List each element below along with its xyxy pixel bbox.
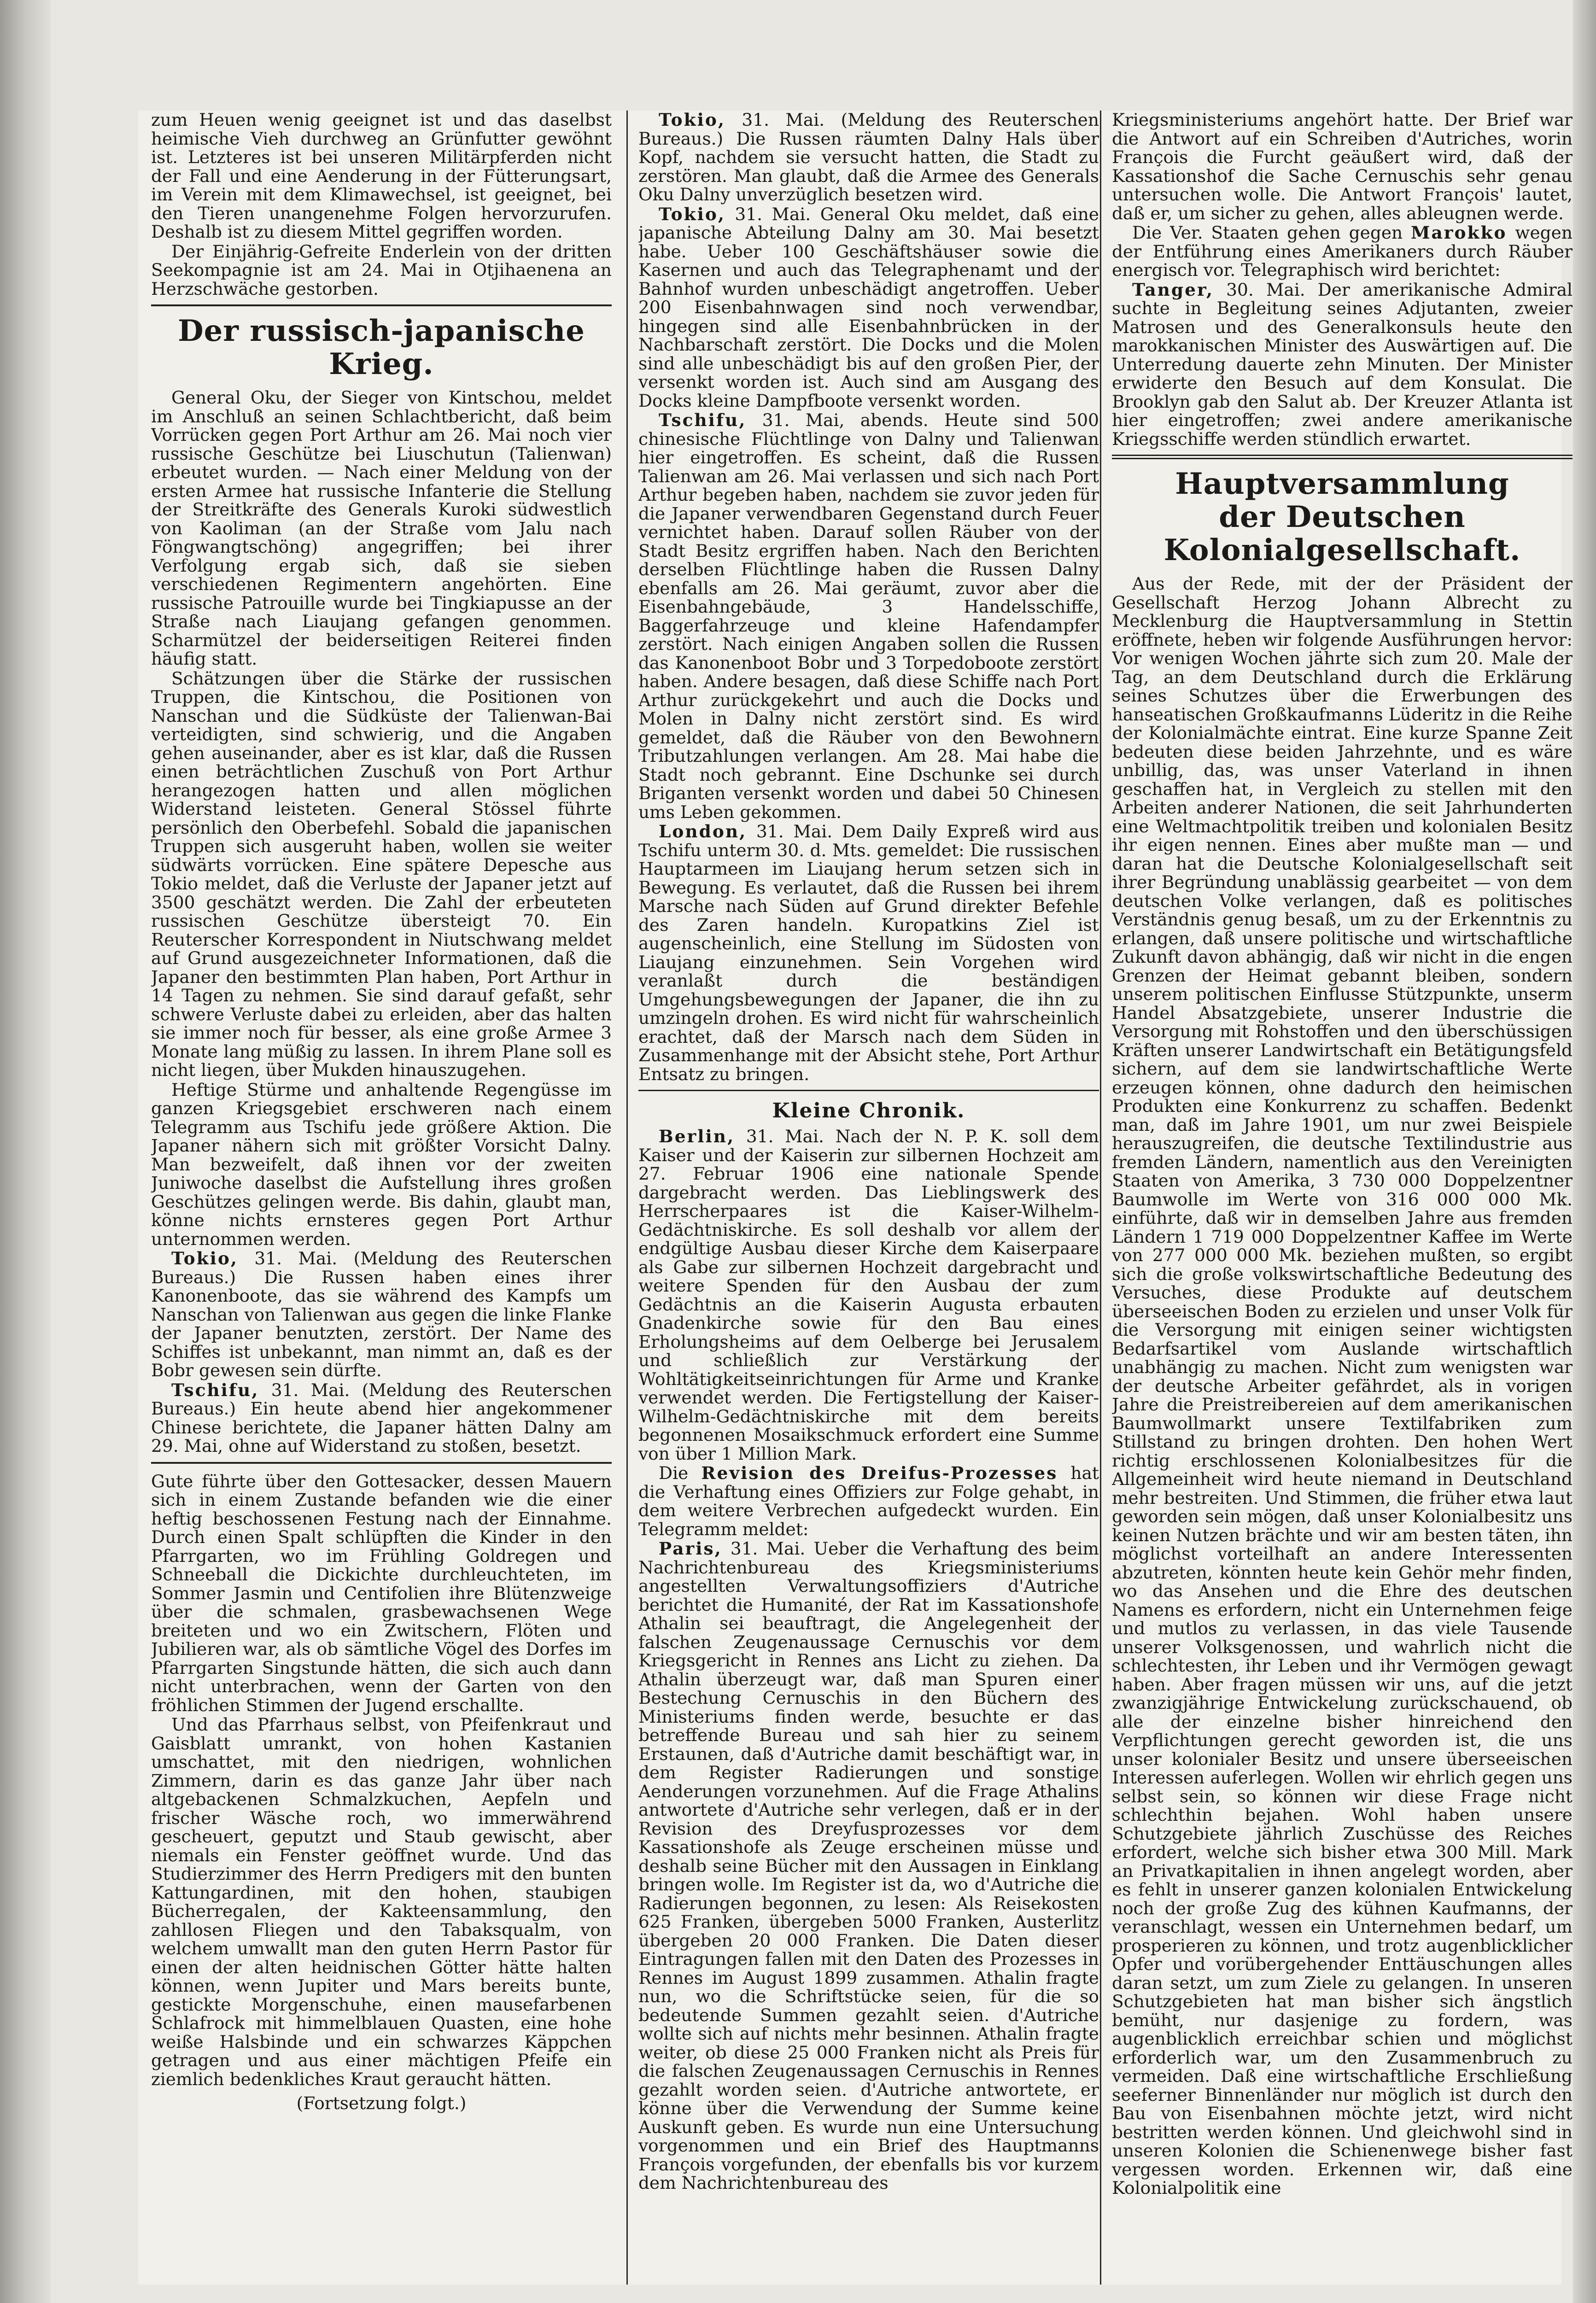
report-text: Die Ver. Staaten gehen gegen <box>1132 222 1411 243</box>
paris-item <box>638 1539 1099 2192</box>
war-item <box>638 822 1099 1083</box>
section-rule <box>151 304 612 306</box>
marokko-heading: Marokko <box>1410 222 1507 243</box>
dateline: Paris, <box>659 1538 722 1559</box>
war-item <box>638 205 1099 410</box>
column-divider <box>1100 111 1101 2285</box>
report-text: 31. Mai. Dem Daily Expreß wird aus Tschifu unterm 30. d. Mts. gemeldet: Die russischen Hauptarmeen im Liaujang herum setzen sich in Bewegung. Es verlautet, daß die Russen bei ihrem Marsche nach Süden auf Grund direkter Befehle des Zaren handeln. Kuropatkins Ziel ist augenscheinlich, eine Stellung im Südosten von Liaujang einzunehmen. Sein Vorgehen wird veranlaßt durch die beständigen Umgehungsbewegungen der Japaner, die ihn zu umzingeln drohen. Es wird nicht für wahrscheinlich erachtet, daß der Marsch nach dem Süden in Zusammenhange mit der Absicht stehe, Port Arthur Entsatz zu bringen. <box>638 821 1099 1084</box>
report-text: hat die Verhaftung eines Offiziers zur Folge gehabt, in dem weitere Verbrechen aufgedeckt wurden. Ein Telegramm meldet: <box>638 1463 1099 1539</box>
scan-edge-right <box>1573 0 1596 2303</box>
newspaper-page <box>138 111 1573 2285</box>
berlin-item <box>638 1127 1099 1463</box>
report-text: Die <box>659 1463 702 1483</box>
continuation-note: (Fortsetzung folgt.) <box>296 2093 467 2113</box>
intro-paragraph: Der Einjährig-Gefreite Enderlein von der dritten Seekompagnie ist am 24. Mai in Otjihaenena an Herzschwäche gestorben. <box>151 241 612 299</box>
revision-item <box>638 1464 1099 1538</box>
dateline: Tschifu, <box>171 1379 259 1400</box>
report-text: 31. Mai. (Meldung des Reuterschen Bureaus.) Die Russen räumten Dalny Hals über Kopf, nachdem sie versucht hatten, die Stadt zu zerstören. Man glaubt, daß die Armee des Generals Oku Dalny unverzüglich besetzen wird. <box>638 111 1099 205</box>
report-text: 31. Mai, abends. Heute sind 500 chinesische Flüchtlinge von Dalny und Talienwan hier eingetroffen. Es scheint, daß die Russen Talienwan am 26. Mai verlassen und sich nach Port Arthur begeben haben, nachdem sie zuvor jeden für die Japaner verwendbaren Gegenstand durch Feuer vernichtet haben. Darauf sollen Räuber von der Stadt Besitz ergriffen haben. Nach den Berichten derselben Flüchtlinge haben die Russen Dalny ebenfalls am 26. Mai geräumt, zuvor aber die Eisenbahngebäude, 3 Handelsschiffe, Baggerfahrzeuge und kleine Hafendampfer zerstört. Nach einigen Angaben sollen die Russen das Kanonenboot Bobr und 3 Torpedoboote zerstört haben. Andere besagen, daß diese Schiffe nach Port Arthur zurückgekehrt und auch die Docks und Molen in Dalny nicht zerstört sind. Es wird gemeldet, daß die Räuber von den Bewohnern Tributzahlungen verlangen. Am 28. Mai habe die Stadt noch gebrannt. Eine Dschunke sei durch Briganten versenkt worden und dabei 50 Chinesen ums Leben gekommen. <box>638 410 1099 822</box>
story-paragraph: Und das Pfarrhaus selbst, von Pfeifenkraut und Gaisblatt umrankt, von hohen Kastanien umschattet, mit den niedrigen, wohnlichen Zimmern, darin es das ganze Jahr über nach altgebackenen Schmalzkuchen, Aepfeln und frischer Wäsche roch, wo immerwährend gescheuert, geputzt und Staub gewischt, aber niemals ein Fenster geöffnet wurde. Und das Studierzimmer des Herrn Predigers mit den bunten Kattungardinen, mit den hohen, staubigen Bücherregalen, der Kakteensammlung, den zahllosen Fliegen und den Tabaksqualm, von welchem umwallt man den guten Herrn Pastor für einen der alten heidnischen Götter hätte halten können, wenn Jupiter und Mars bereits bunte, gestickte Morgenschuhe, einen mausefarbenen Schlafrock mit himmelblauen Quasten, eine hohe weiße Halsbinde und ein schwarzes Käppchen getragen und aus einer mächtigen Pfeife ein ziemlich bedenkliches Kraut geraucht hätten. <box>151 1714 612 2089</box>
revision-heading: Revision des Dreifus-Prozesses <box>701 1463 1058 1483</box>
report-text: 31. Mai. General Oku meldet, daß eine japanische Abteilung Dalny am 30. Mai besetzt habe. Ueber 100 Geschäftshäuser sowie die Kasernen und auch das Telegraphenamt und der Bahnhof wurden unbeschädigt angetroffen. Ueber 200 Eisenbahnwagen sind noch verwendbar, hingegen sind alle Eisenbahnbrücken in der Nachbarschaft zerstört. Die Docks und die Molen sind alle unbeschädigt bis auf den großen Pier, der versenkt worden ist. Auch sind am Ausgang des Docks kleine Dampfboote versenkt worden. <box>638 204 1099 411</box>
war-heading: Der russisch-japanische Krieg. <box>178 314 585 381</box>
war-paragraph: Heftige Stürme und anhaltende Regengüsse im ganzen Kriegsgebiet erschweren nach einem Telegramm aus Tschifu jede größere Aktion. Die Japaner nähern sich mit größter Vorsicht Dalny. Man bezweifelt, daß ihnen vor der zweiten Juniwoche daselbst die Aufstellung ihres großen Geschützes gelingen werde. Bis dahin, glaubt man, könne nichts ernsteres gegen Port Arthur unternommen werden. <box>151 1079 612 1249</box>
marokko-item <box>1112 223 1573 280</box>
war-paragraph: Schätzungen über die Stärke der russischen Truppen, die Kintschou, die Positionen von Nanschan und die Südküste der Talienwan-Bai verteidigten, sind schwierig, und die Angaben gehen auseinander, aber es ist klar, daß die Russen einen beträchtlichen Zuschuß von Port Arthur herangezogen hatten und allen möglichen Widerstand leisteten. General Stössel führte persönlich den Oberbefehl. Sobald die japanischen Truppen sich ausgeruht haben, wollen sie weiter südwärts vorrücken. Eine spätere Depesche aus Tokio meldet, daß die Verluste der Japaner jetzt auf 3500 geschätzt werden. Die Zahl der erbeuteten russischen Geschütze übersteigt 70. Ein Reuterscher Korrespondent in Niutschwang meldet auf Grund ausgezeichneter Informationen, daß die Japaner den bestimmten Plan haben, Port Arthur in 14 Tagen zu nehmen. Sie sind darauf gefaßt, sehr schwere Verluste dabei zu erleiden, aber das halten sie immer noch für besser, als eine große Armee 3 Monate lang müßig zu lassen. In ihrem Plane soll es nicht liegen, über Mukden hinauszugehen. <box>151 668 612 1080</box>
scan-edge-left <box>0 0 51 2303</box>
report-text: 31. Mai. Nach der N. P. K. soll dem Kaiser und der Kaiserin zur silbernen Hochzeit am 27. Februar 1906 eine nationale Spende dargebracht werden. Das Lieblingswerk des Herrscherpaares ist die Kaiser-Wilhelm-Gedächtniskirche. Es soll deshalb vor allem der endgültige Ausbau dieser Kirche dem Kaiserpaare als Gabe zur silbernen Hochzeit dargebracht und weitere Spenden für den Ausbau der zum Gedächtnis an die Kaiserin Augusta erbauten Gnadenkirche sowie für den Bau eines Erholungsheims auf dem Oelberge bei Jerusalem und schließlich zur Verstärkung der Wohltätigkeitseinrichtungen für Arme und Kranke verwendet werden. Die Fertigstellung der Kaiser-Wilhelm-Gedächtniskirche mit dem bereits begonnenen Mosaikschmuck erfordert eine Summe von über 1 Million Mark. <box>638 1126 1099 1464</box>
war-item <box>638 111 1099 204</box>
intro-paragraph: zum Heuen wenig geeignet ist und das daselbst heimische Vieh durchweg an Grünfutter gewöhnt ist. Letzteres ist bei unseren Militärpferden nicht der Fall und eine Aenderung in der Fütterungsart, im Verein mit dem Klimawechsel, ist geeignet, bei den Tieren unangenehme Folgen hervorzurufen. Deshalb ist zu diesem Mittel gegriffen worden. <box>151 111 612 242</box>
story-paragraph: Gute führte über den Gottesacker, dessen Mauern sich in einem Zustande befanden wie die einer heftig beschossenen Festung nach der Einnahme. Durch einen Spalt schlüpften die Kinder in den Pfarrgarten, wo im Frühling Goldregen und Schneeball die Dickichte durchleuchteten, im Sommer Jasmin und Centifolien ihre Blütenzweige über die schmalen, grasbewachsenen Wege breiteten und wo ein Zwitschern, Flöten und Jubilieren war, als ob sämtliche Vögel des Dorfes im Pfarrgarten Singstunde hätten, die sich auch dann nicht unterbrachen, wenn der Garten von den fröhlichen Stimmen der Jugend erschallte. <box>151 1471 612 1715</box>
assembly-heading-line1: Hauptversammlung <box>1175 467 1509 501</box>
chronik-heading: Kleine Chronik. <box>772 1099 965 1122</box>
war-paragraph: General Oku, der Sieger von Kintschou, meldet im Anschluß an seinen Schlachtbericht, daß beim Vorrücken gegen Port Arthur am 26. Mai noch vier russische Geschütze bei Liuschutun (Talienwan) erbeutet wurden. — Nach einer Meldung von der ersten Armee hat russische Infanterie die Stellung der Streitkräfte des Generals Kuroki südwestlich von Kaoliman (an der Straße vom Jalu nach Föngwangtschöng) angegriffen; bei ihrer Verfolgung ergab sich, daß sie sieben verschiedenen Regimentern angehörten. Eine russische Patrouille wurde bei Tingkiapusse an der Straße nach Liaujang gefangen genommen. Scharmützel der beiderseitigen Reiterei finden häufig statt. <box>151 387 612 669</box>
column-3 <box>1112 111 1573 2285</box>
tanger-item <box>1112 281 1573 449</box>
report-text: 31. Mai. (Meldung des Reuterschen Bureaus.) Die Russen haben eines ihrer Kanonenboote, das sie während des Kampfs um Nanschan von Talienwan aus gegen die linke Flanke der Japaner benutzten, zerstört. Der Name des Schiffes ist unbekannt, man nimmt an, daß es der Bobr gewesen sein dürfte. <box>151 1248 612 1380</box>
dateline: Tschifu, <box>659 410 747 430</box>
column-2 <box>638 111 1099 2285</box>
column-1 <box>151 111 612 2285</box>
section-rule <box>638 1090 1099 1091</box>
dateline: Berlin, <box>659 1126 735 1146</box>
section-rule <box>151 1462 612 1464</box>
continued-paragraph: Kriegsministeriums angehört hatte. Der Brief war die Antwort auf ein Schreiben d'Autriches, worin François die Furcht geäußert wird, daß der Kassationshof die Sache Cernuschis sehr genau untersuchen wolle. Die Antwort François' lautet, daß er, um sicher zu gehen, alles ableugnen werde. <box>1112 111 1573 223</box>
dateline: Tokio, <box>659 204 725 224</box>
report-text: 31. Mai. Ueber die Verhaftung des beim Nachrichtenbureau des Kriegsministeriums angestellten Verwaltungsoffiziers d'Autriche berichtet die Humanité, der Rat im Kassationshofe Athalin sei beauftragt, die Angelegenheit der falschen Zeugenaussage Cernuschis vor dem Kriegsgericht in Rennes ans Licht zu ziehen. Da Athalin überzeugt war, daß man Spuren einer Bestechung Cernuschis in den Büchern des Ministeriums finden werde, besuchte er das betreffende Bureau und sah hier zu seinem Erstaunen, daß d'Autriche damit beschäftigt war, in dem Register Radierungen und sonstige Aenderungen vorzunehmen. Auf die Frage Athalins antwortete d'Autriche sehr verlegen, daß er in der Revision des Dreyfusprozesses vor dem Kassationshofe als Zeuge erscheinen müsse und deshalb seine Bücher mit den Aussagen in Einklang bringen wolle. Im Register ist da, wo d'Autriche die Radierungen begonnen, zu lesen: Als Reisekosten 625 Franken, übergeben 5000 Franken, Austerlitz übergeben 20 000 Franken. Die Daten dieser Eintragungen fallen mit den Daten des Prozesses in Rennes im August 1899 zusammen. Athalin fragte nun, wo die Schriftstücke seien, für die so bedeutende Summen gezahlt seien. d'Autriche wollte sich auf nichts mehr besinnen. Athalin fragte weiter, ob diese 25 000 Franken nicht als Preis für die falschen Zeugenaussagen Cernuschis in Rennes gezahlt worden seien. d'Autriche antwortete, er könne über die Verwendung der Summe keine Auskunft geben. Es wurde nun eine Untersuchung vorgenommen und ein Brief des Hauptmanns François vorgefunden, der ebenfalls bis vor kurzem dem Nachrichtenbureau des <box>638 1538 1099 2193</box>
report-text: 31. Mai. (Meldung des Reuterschen Bureaus.) Ein heute abend hier angekommener Chinese berichtete, die Japaner hätten Dalny am 29. Mai, ohne auf Widerstand zu stoßen, besetzt. <box>151 1379 612 1456</box>
report-text: 30. Mai. Der amerikanische Admiral suchte in Begleitung seines Adjutanten, zweier Matrosen und des Generalkonsuls heute den marokkanischen Minister des Auswärtigen auf. Die Unterredung dauerte zehn Minuten. Der Minister erwiderte den Besuch auf dem Konsulat. Die Brooklyn gab den Salut ab. Der Kreuzer Atlanta ist hier eingetroffen; zwei andere amerikanische Kriegsschiffe werden stündlich erwartet. <box>1112 279 1573 449</box>
dateline: Tokio, <box>171 1248 238 1268</box>
column-divider <box>626 111 628 2285</box>
dateline: London, <box>659 821 747 842</box>
tokio-report <box>151 1249 612 1380</box>
war-item <box>638 411 1099 821</box>
dateline: Tanger, <box>1132 279 1214 300</box>
assembly-heading-line2: der Deutschen Kolonialgesellschaft. <box>1163 500 1521 567</box>
section-rule <box>1112 455 1573 459</box>
report-text: wegen der Entführung eines Amerikaners durch Räuber energisch vor. Telegraphisch wird berichtet: <box>1112 222 1573 280</box>
assembly-paragraph: Aus der Rede, mit der der Präsident der Gesellschaft Herzog Johann Albrecht zu Mecklenburg die Hauptversammlung in Stettin eröffnete, heben wir folgende Ausführungen hervor: Vor wenigen Wochen jährte sich zum 20. Male der Tag, an dem Deutschland durch die Erklärung seines Schutzes über die Erwerbungen des hanseatischen Großkaufmanns Lüderitz in die Reihe der Kolonialmächte eintrat. Eine kurze Spanne Zeit bedeuten diese beiden Jahrzehnte, und es wäre unbillig, das, was unser Vaterland in ihnen geschaffen hat, in Vergleich zu stellen mit den Arbeiten anderer Nationen, die seit Jahrhunderten eine Weltmachtpolitik treiben und kolonialen Besitz ihr eigen nennen. Eines aber mußte man — und daran hat die Deutsche Kolonialgesellschaft seit ihrer Begründung unablässig gearbeitet — von dem deutschen Volke verlangen, daß es politisches Verständnis genug besaß, um zu der Erkenntnis zu erlangen, daß unsere politische und wirtschaftliche Zukunft davon abhängig, daß wir nicht in die engen Grenzen der Heimat gebannt bleiben, sondern unserem politischen Einflusse Stützpunkte, unserm Handel Absatzgebiete, unserer Industrie die Versorgung mit Rohstoffen und den überschüssigen Kräften unserer Landwirtschaft ein Betätigungsfeld sichern, auf dem sie landwirtschaftliche Werte erzeugen können, ohne dadurch den heimischen Produkten eine Konkurrenz zu schaffen. Bedenkt man, daß im Jahre 1901, um nur zwei Beispiele herauszugreifen, die deutsche Textilindustrie aus fremden Ländern, namentlich aus den Vereinigten Staaten von Amerika, 3 730 000 Doppelzentner Baumwolle im Werte von 316 000 000 Mk. einführte, daß wir in demselben Jahre aus fremden Ländern 1 719 000 Doppelzentner Kaffee im Werte von 277 000 000 Mk. beziehen mußten, so ergibt sich die große volkswirtschaftliche Bedeutung des Versuches, diese Produkte auf deutschem überseeischen Boden zu erzielen und unser Volk für die Versorgung mit einigen seiner wichtigsten Bedarfsartikel vom Auslande wirtschaftlich unabhängig zu machen. Nicht zum wenigsten war der deutsche Arbeiter gefährdet, als in vorigen Jahre die Preistreibereien auf dem amerikanischen Baumwollmarkt unsere Textilfabriken zum Stillstand zu bringen drohten. Den hohen Wert richtig erschlossenen Kolonialbesitzes für die Allgemeinheit wird heute niemand in Deutschland mehr bestreiten. Und Stimmen, die früher etwa laut geworden sein mögen, daß unser Kolonialbesitz uns keinen Nutzen brächte und wir am besten täten, ihn möglichst vorteilhaft an andere Interessenten abzutreten, könnten heute kein Gehör mehr finden, wo das Ansehen und die Ehre des deutschen Namens es erfordern, nicht ein Unternehmen feige und mutlos zu verlassen, in das viele Tausende unserer Volksgenossen, und wahrlich nicht die schlechtesten, ihr Leben und ihr Vermögen gewagt haben. Aber fragen müssen wir uns, auf die jetzt zwanzigjährige Entwickelung zurückschauend, ob alle der einzelne bisher hinreichend den Verpflichtungen gerecht geworden ist, die uns unser kolonialer Besitz und unsere überseeischen Interessen auferlegen. Wollen wir ehrlich gegen uns selbst sein, so können wir diese Frage nicht schlechthin bejahen. Wohl haben unsere Schutzgebiete jährlich Zuschüsse des Reiches erfordert, welche sich bisher etwa 300 Mill. Mark an Privatkapitalien in ihnen angelegt worden, aber es fehlt in unserer ganzen kolonialen Entwickelung noch der große Zug des kühnen Kaufmanns, der veranschlagt, wessen ein Unternehmen bedarf, um prosperieren zu können, und trotz augenblicklicher Opfer und vorübergehender Enttäuschungen alles daran setzt, um zum Ziele zu gelangen. In unseren Schutzgebieten hat man bisher sich ängstlich bemüht, nur dasjenige zu fordern, was augenblicklich erreichbar schien und möglichst erforderlich war, um den Zusammenbruch zu vermeiden. Daß eine wirtschaftliche Erschließung seeferner Binnenländer nur möglich ist durch den Bau von Eisenbahnen möchte jetzt, wird nicht bestritten werden können. Und gleichwohl sind in unseren Kolonien die Schienenwege bisher fast vergessen worden. Erkennen wir, daß eine Kolonialpolitik eine <box>1112 573 1573 2198</box>
tschifu-report <box>151 1381 612 1455</box>
dateline: Tokio, <box>659 111 725 130</box>
